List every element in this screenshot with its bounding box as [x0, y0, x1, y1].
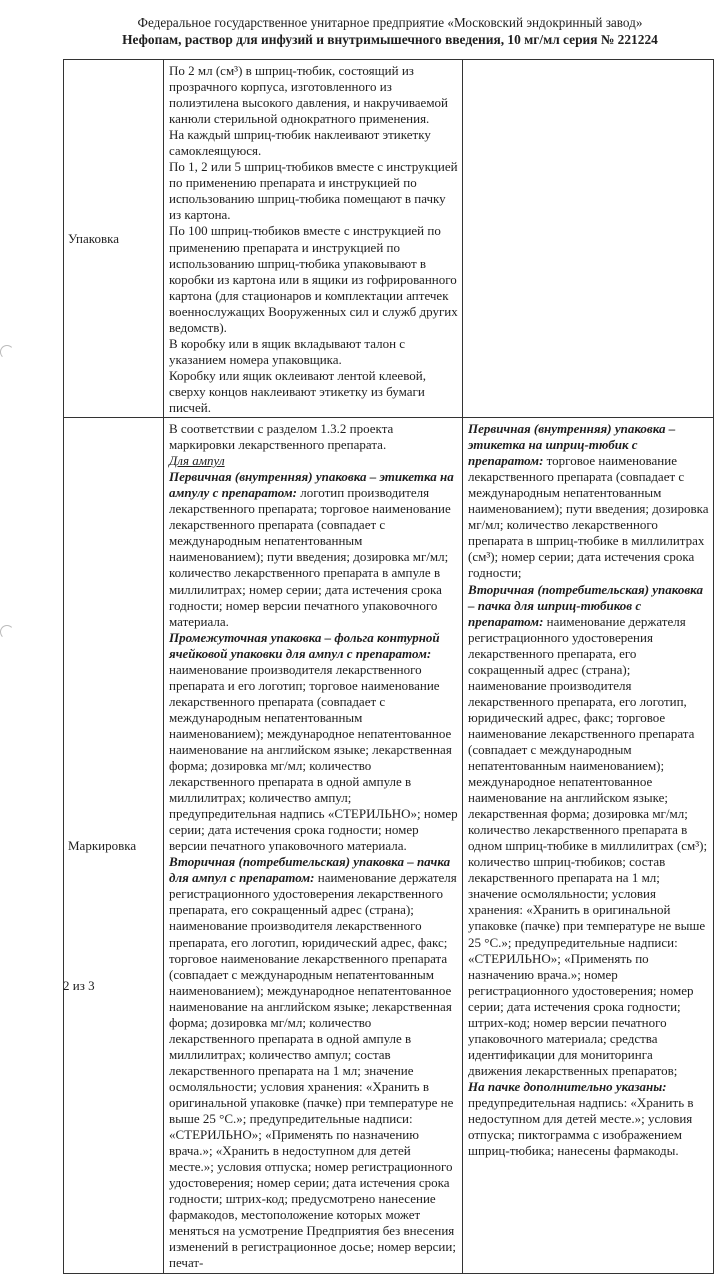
paragraph-text: По 100 шприц-тюбиков вместе с инструкцией по применению препарата и инструкцией по использованию шприц-тюбика упаковывают в коробки из картона или в ящики из гофрированного картона (для стационаров и комплектации аптечек военнослужащих Вооруженных сил и служб других ведомств).	[169, 223, 458, 335]
paragraph-lead: Первичная (внутренняя) упаковка – этикетка на шприц-тюбик с препаратом:	[468, 421, 676, 469]
paragraph	[169, 336, 458, 368]
paragraph-text: В соответствии с разделом 1.3.2 проекта маркировки лекарственного препарата.	[169, 421, 394, 453]
paragraph-lead: Вторичная (потребительская) упаковка – пачка для ампул с препаратом:	[169, 854, 451, 886]
row-label: Маркировка	[64, 418, 164, 1273]
paragraph	[468, 421, 709, 581]
paragraph-text: наименование производителя лекарственного препарата и его логотип; торговое наименование лекарственного препарата (совпадает с международным непатентованным наименованием); международное непатентованное наименование на английском языке; лекарственная форма; дозировка мг/мл; количество лекарственного препарата в одной ампуле в миллилитрах; количество ампул; предупредительная надпись «СТЕРИЛЬНО»; номер серии; дата истечения срока годности; номер версии печатного упаковочного материала.	[169, 661, 458, 854]
paragraph-lead: Промежуточная упаковка – фольга контурной ячейковой упаковки для ампул с препаратом:	[169, 629, 440, 661]
paragraph-text: наименование держателя регистрационного удостоверения лекарственного препарата, его сокращенный адрес (страна); наименование производителя лекарственного препарата, его логотип, юридический адрес, факс; торговое наименование лекарственного препарата (совпадает с международным непатентованным наименованием); международное непатентованное наименование на английском языке; лекарственная форма; дозировка мг/мл; количество лекарственного препарата в одном шприц-тюбике в миллилитрах (см³); количество шприц-тюбиков; состав лекарственного препарата на 1 мл; значение осмоляльности; условия хранения: «Хранить в оригинальной упаковке (пачке) при температуре не выше 25 °С.»; предупредительные надписи: «СТЕРИЛЬНО»; «Применять по назначению врача.»; номер регистрационного удостоверения; номер серии; дата истечения срока годности; штрих-код; номер версии печатного упаковочного материала; средства идентификации для мониторинга движения лекарственных препаратов;	[468, 613, 708, 1078]
paragraph	[169, 854, 458, 1271]
paragraph-lead: Первичная (внутренняя) упаковка – этикетка на ампулу с препаратом:	[169, 469, 454, 501]
paragraph	[169, 421, 458, 453]
product-title: Нефопам, раствор для инфузий и внутримышечного введения, 10 мг/мл серия № 221224	[122, 32, 658, 47]
row-content-middle	[164, 418, 463, 1273]
row-content-middle	[164, 60, 463, 418]
paragraph-lead: На пачке дополнительно указаны:	[468, 1078, 667, 1094]
paragraph	[468, 582, 709, 1079]
table-row-labeling	[64, 418, 714, 1273]
paragraph	[468, 1079, 709, 1159]
paragraph-text: наименование держателя регистрационного удостоверения лекарственного препарата, его сокращенный адрес (страна); наименование производителя лекарственного препарата, его логотип, юридический адрес, факс; торговое наименование лекарственного препарата (совпадает с международным непатентованным наименованием); международное непатентованное наименование на английском языке; лекарственная форма; дозировка мг/мл; количество лекарственного препарата в одной ампуле в миллилитрах; количество ампул; состав лекарственного препарата на 1 мл; значение осмоляльности; условия хранения: «Хранить в оригинальной упаковке (пачке) при температуре не выше 25 °С.»; предупредительные надписи: «СТЕРИЛЬНО»; «Применять по назначению врача.»; «Хранить в недоступном для детей месте.»; условия отпуска; номер регистрационного удостоверения; номер серии; дата истечения срока годности; штрих-код; предусмотрено нанесение фармакодов, местоположение которых может меняться на усмотрение Предприятия без внесения изменений в регистрационное досье; номер версии; печат-	[169, 870, 457, 1271]
paragraph-text: торговое наименование лекарственного препарата (совпадает с международным непатентованным наименованием); пути введения; дозировка мг/мл; количество лекарственного препарата в шприц-тюбике в миллилитрах (см³); номер серии; дата истечения срока годности;	[468, 453, 709, 581]
row-content-right	[463, 418, 714, 1273]
paragraph-lead: Вторичная (потребительская) упаковка – пачка для шприц-тюбиков с препаратом:	[468, 581, 703, 629]
specification-table	[63, 59, 714, 1274]
table-row-packaging	[64, 60, 714, 418]
paragraph	[169, 469, 458, 629]
punch-hole-mark	[0, 345, 14, 359]
paragraph	[169, 630, 458, 855]
paragraph-text: По 2 мл (см³) в шприц-тюбик, состоящий из прозрачного корпуса, изготовленного из полиэтилена высокого давления, и накручиваемой канюли стерильной однократного применения.	[169, 63, 449, 127]
paragraph	[169, 159, 458, 223]
paragraph-text: На каждый шприц-тюбик наклеивают этикетку самоклеящуюся.	[169, 127, 431, 159]
paragraph	[169, 223, 458, 335]
row-label: Упаковка	[64, 60, 164, 418]
paragraph	[169, 453, 458, 469]
punch-hole-mark	[0, 625, 14, 639]
paragraph-text: предупредительная надпись: «Хранить в недоступном для детей месте.»; условия отпуска; пиктограмма с изображением шприц-тюбика; нанесены фармакоды.	[468, 1095, 694, 1159]
organization-header: Федеральное государственное унитарное предприятие «Московский эндокринный завод»	[137, 15, 643, 30]
paragraph-text: логотип производителя лекарственного препарата; торговое наименование лекарственного препарата (совпадает с международным непатентованным наименованием); пути введения; дозировка мг/мл; количество лекарственного препарата в ампуле в миллилитрах; номер серии; дата истечения срока годности; номер версии печатного упаковочного материала.	[169, 485, 451, 629]
page-number: 2 из 3	[63, 978, 95, 993]
paragraph-text: В коробку или в ящик вкладывают талон с указанием номера упаковщика.	[169, 335, 406, 367]
paragraph-text: По 1, 2 или 5 шприц-тюбиков вместе с инструкцией по применению препарата и инструкцией по использованию шприц-тюбика помещают в пачку из картона.	[169, 159, 458, 223]
paragraph	[169, 63, 458, 127]
paragraph	[169, 368, 458, 416]
row-content-right	[463, 60, 714, 418]
paragraph	[169, 127, 458, 159]
subheading: Для ампул	[169, 453, 225, 469]
paragraph-text: Коробку или ящик оклеивают лентой клеевой, сверху концов наклеивают этикетку из бумаги писчей.	[169, 367, 426, 415]
